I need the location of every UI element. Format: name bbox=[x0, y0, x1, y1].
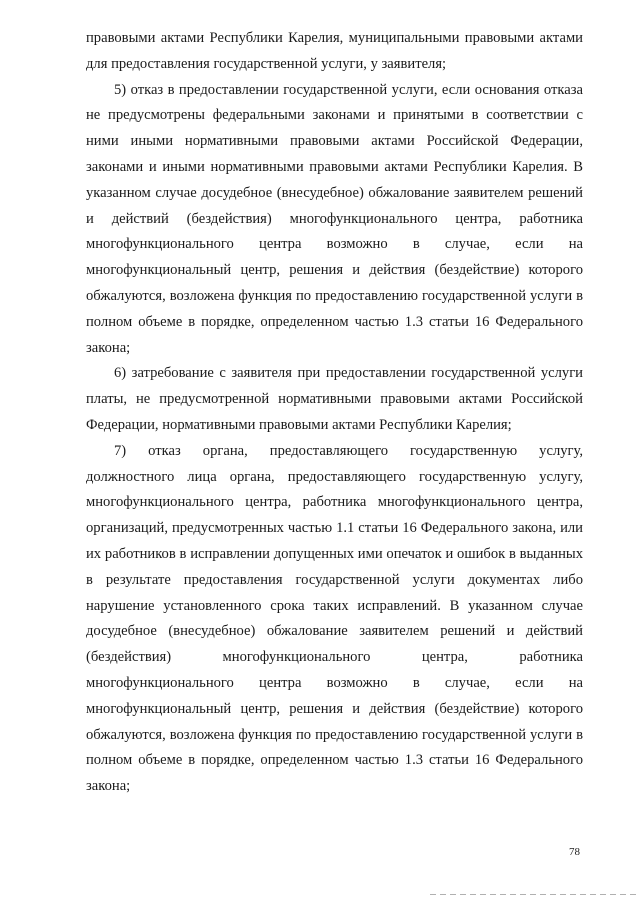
paragraph-item-5: 5) отказ в предоставлении государственной услуги, если основания отказа не предусмотрены федеральными законами и принятыми в соответствии с ними иными нормативными правовыми актами Российской Федерации, законами и иными нормативными правовыми актами Республики Карелия. В указанном случае досудебное (внесудебное) обжалование заявителем решений и действий (бездействия) многофункционального центра, работника многофункционального центра возможно в случае, если на многофункциональный центр, решения и действия (бездействие) которого обжалуются, возложена функция по предоставлению государственной услуги в полном объеме в порядке, определенном частью 1.3 статьи 16 Федерального закона; bbox=[86, 81, 583, 356]
paragraph-item-7: 7) отказ органа, предоставляющего государственную услугу, должностного лица органа, предоставляющего государственную услугу, многофункционального центра, работника многофункционального центра, организаций, предусмотренных частью 1.1 статьи 16 Федерального закона, или их работников в исправлении допущенных ими опечаток и ошибок в выданных в результате предоставления государственной услуги документах либо нарушение установленного срока таких исправлений. В указанном случае досудебное (внесудебное) обжалование заявителем решений и действий (бездействия) многофункционального центра, работника многофункционального центра возможно в случае, если на многофункциональный центр, решения и действия (бездействие) которого обжалуются, возложена функция по предоставлению государственной услуги в полном объеме в порядке, определенном частью 1.3 статьи 16 Федерального закона; bbox=[86, 442, 583, 795]
scan-edge-line bbox=[430, 894, 640, 895]
paragraph-continuation: правовыми актами Республики Карелия, муниципальными правовыми актами для предоставления государственной услуги, у заявителя; bbox=[86, 30, 583, 72]
page-number: 78 bbox=[569, 846, 580, 858]
paragraph-item-6: 6) затребование с заявителя при предоставлении государственной услуги платы, не предусмотренной нормативными правовыми актами Российской Федерации, нормативными правовыми актами Республики Карелия; bbox=[86, 365, 583, 433]
body-text bbox=[86, 26, 583, 800]
